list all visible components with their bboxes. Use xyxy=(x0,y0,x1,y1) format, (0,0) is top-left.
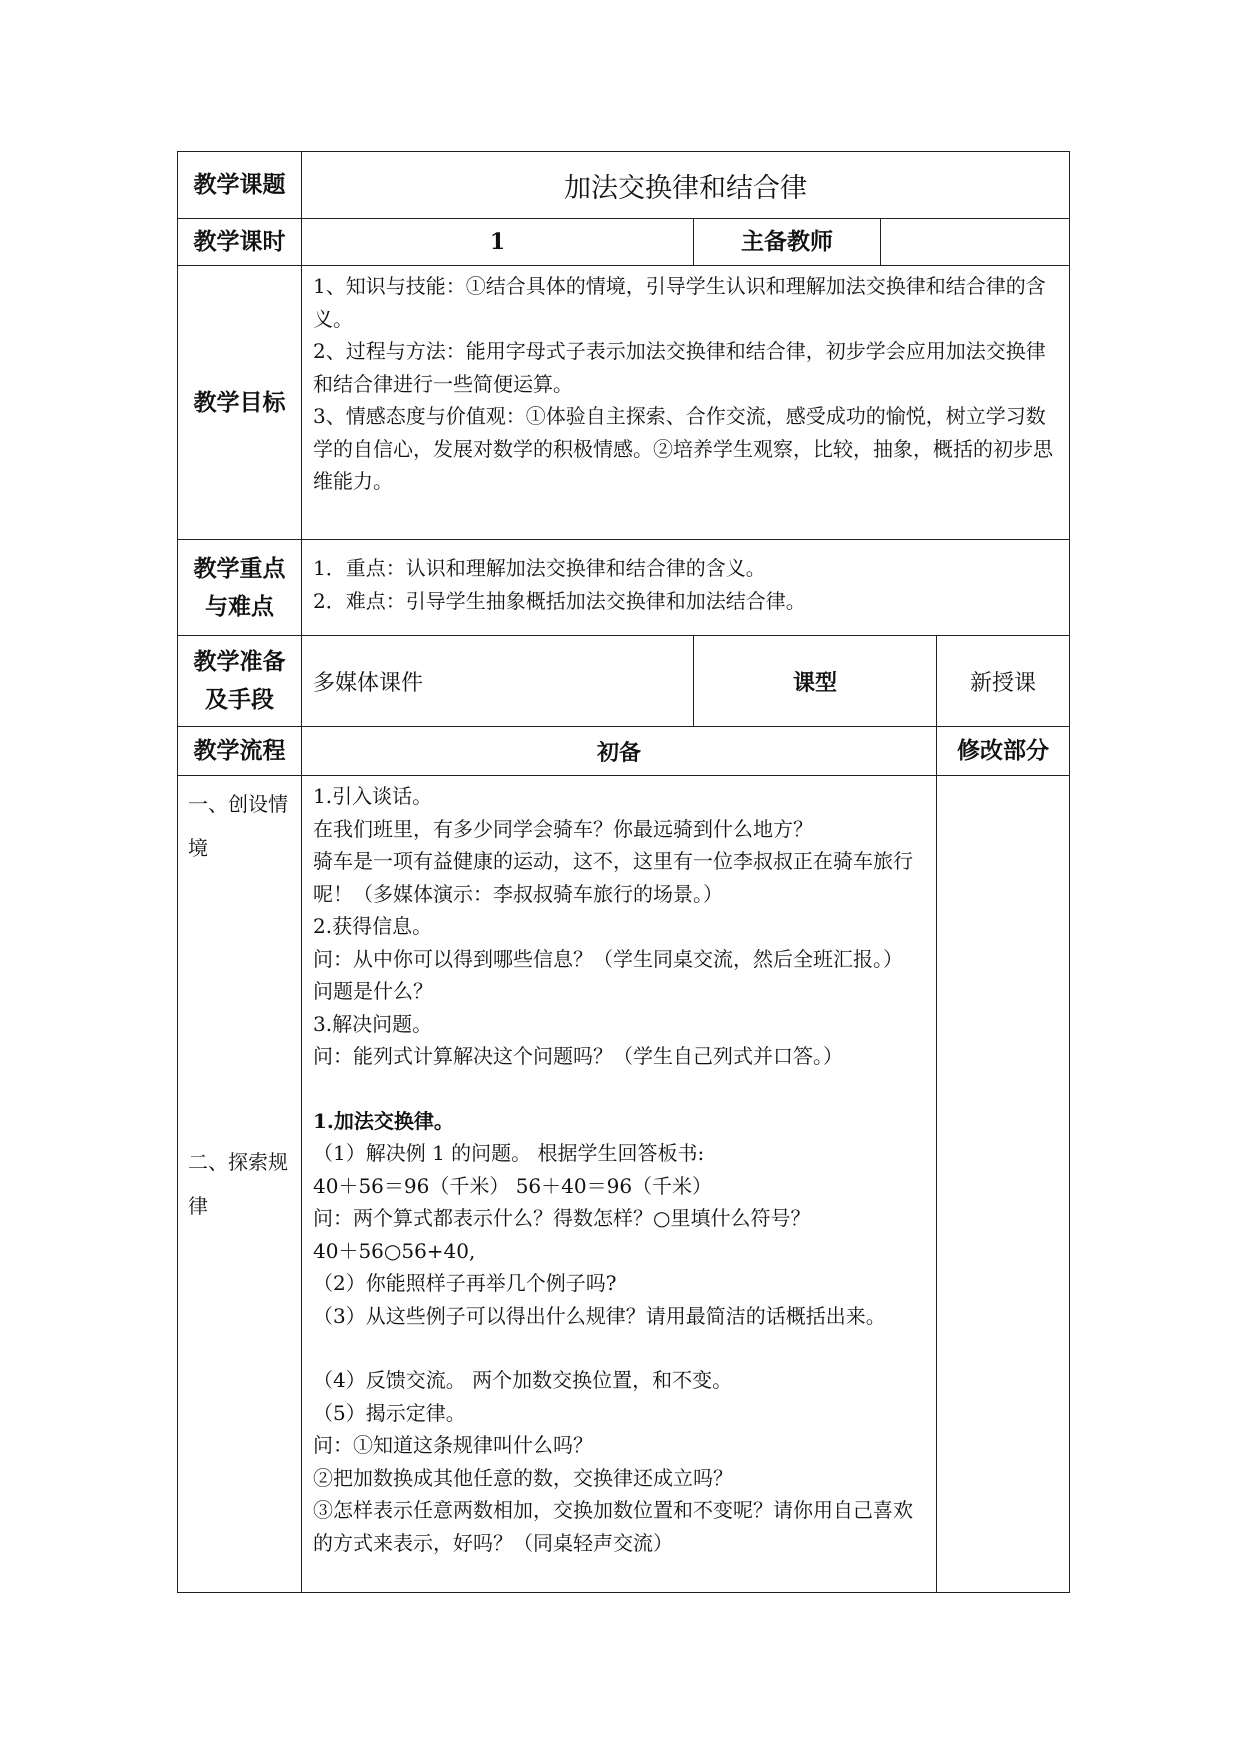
process-header-row xyxy=(178,727,1070,776)
process-line: （1）解决例 1 的问题。 根据学生回答板书: xyxy=(313,1141,705,1165)
objectives-label: 教学目标 xyxy=(178,266,302,540)
process-subheading: 1.加法交换律。 xyxy=(313,1108,454,1133)
process-line: 40＋56○56+40, xyxy=(313,1238,476,1263)
topic-value: 加法交换律和结合律 xyxy=(302,152,1070,219)
topic-label: 教学课题 xyxy=(178,152,302,219)
process-line: （3）从这些例子可以得出什么规律？请用最简洁的话概括出来。 xyxy=(313,1303,886,1328)
process-line: 3.解决问题。 xyxy=(313,1011,433,1036)
objectives-row xyxy=(178,266,1070,540)
process-body-row xyxy=(178,776,1070,1593)
revise-label: 修改部分 xyxy=(937,727,1070,776)
draft-label: 初备 xyxy=(302,727,937,776)
process-line: 2.获得信息。 xyxy=(313,914,433,938)
process-line: 问：①知道这条规律叫什么吗？ xyxy=(313,1433,593,1457)
process-line: ③怎样表示任意两数相加，交换加数位置和不变呢？请你用自己喜欢的方式来表示，好吗？（同桌轻声交流） xyxy=(313,1498,913,1555)
key-points-label-line1: 教学重点 xyxy=(193,555,286,582)
spacer xyxy=(313,1332,926,1364)
process-sections xyxy=(178,776,302,1593)
process-line: （5）揭示定律。 xyxy=(313,1400,466,1425)
section-heading: 二、探索规律 xyxy=(188,1150,288,1218)
teacher-label: 主备教师 xyxy=(694,219,881,266)
objective-line: 3、情感态度与价值观：①体验自主探索、合作交流，感受成功的愉悦，树立学习数学的自信心，发展对数学的积极情感。②培养学生观察，比较，抽象，概括的初步思维能力。 xyxy=(313,404,1053,493)
process-line: （4）反馈交流。 两个加数交换位置，和不变。 xyxy=(313,1368,733,1392)
key-points-row xyxy=(178,540,1070,636)
section-heading: 一、创设情境 xyxy=(188,792,288,860)
preparation-label-line1: 教学准备 xyxy=(193,649,286,675)
preparation-label xyxy=(178,636,302,727)
process-line: 问：两个算式都表示什么？得数怎样？○里填什么符号？ xyxy=(313,1206,811,1230)
process-line: （2）你能照样子再举几个例子吗? xyxy=(313,1271,617,1295)
process-line: 40＋56＝96（千米） 56＋40＝96（千米） xyxy=(313,1173,713,1198)
spacer xyxy=(313,1073,926,1105)
objective-line: 2、过程与方法：能用字母式子表示加法交换律和结合律，初步学会应用加法交换律和结合律进行一些简便运算。 xyxy=(313,339,1046,396)
process-line: 1.引入谈话。 xyxy=(313,784,433,808)
lesson-plan-table xyxy=(177,151,1070,1593)
preparation-label-line2: 及手段 xyxy=(205,687,274,713)
process-line: 骑车是一项有益健康的运动，这不，这里有一位李叔叔正在骑车旅行呢！（多媒体演示：李叔叔骑车旅行的场景。） xyxy=(313,849,913,906)
process-content xyxy=(302,776,937,1593)
preparation-row xyxy=(178,636,1070,727)
key-points-content xyxy=(302,540,1070,636)
objective-line: 1、知识与技能：①结合具体的情境，引导学生认识和理解加法交换律和结合律的含义。 xyxy=(313,274,1046,331)
hours-row xyxy=(178,219,1070,266)
process-label: 教学流程 xyxy=(178,727,302,776)
preparation-value: 多媒体课件 xyxy=(302,636,694,727)
teacher-value xyxy=(881,219,1070,266)
objectives-content xyxy=(302,266,1070,540)
lesson-type-value: 新授课 xyxy=(937,636,1070,727)
lesson-type-label: 课型 xyxy=(694,636,937,727)
key-points-label-line2: 与难点 xyxy=(205,593,274,620)
revise-content xyxy=(937,776,1070,1593)
key-point-line: 1．重点：认识和理解加法交换律和结合律的含义。 xyxy=(313,556,766,580)
key-point-line: 2．难点：引导学生抽象概括加法交换律和加法结合律。 xyxy=(313,588,806,613)
hours-label: 教学课时 xyxy=(178,219,302,266)
process-line: 问：能列式计算解决这个问题吗？（学生自己列式并口答。） xyxy=(313,1044,843,1068)
process-line: 在我们班里，有多少同学会骑车？你最远骑到什么地方？ xyxy=(313,816,813,841)
process-line: ②把加数换成其他任意的数，交换律还成立吗？ xyxy=(313,1465,733,1490)
key-points-label xyxy=(178,540,302,636)
topic-row xyxy=(178,152,1070,219)
hours-value: 1 xyxy=(302,219,694,266)
process-line: 问题是什么？ xyxy=(313,979,433,1003)
process-line: 问：从中你可以得到哪些信息？（学生同桌交流，然后全班汇报。） xyxy=(313,946,903,971)
